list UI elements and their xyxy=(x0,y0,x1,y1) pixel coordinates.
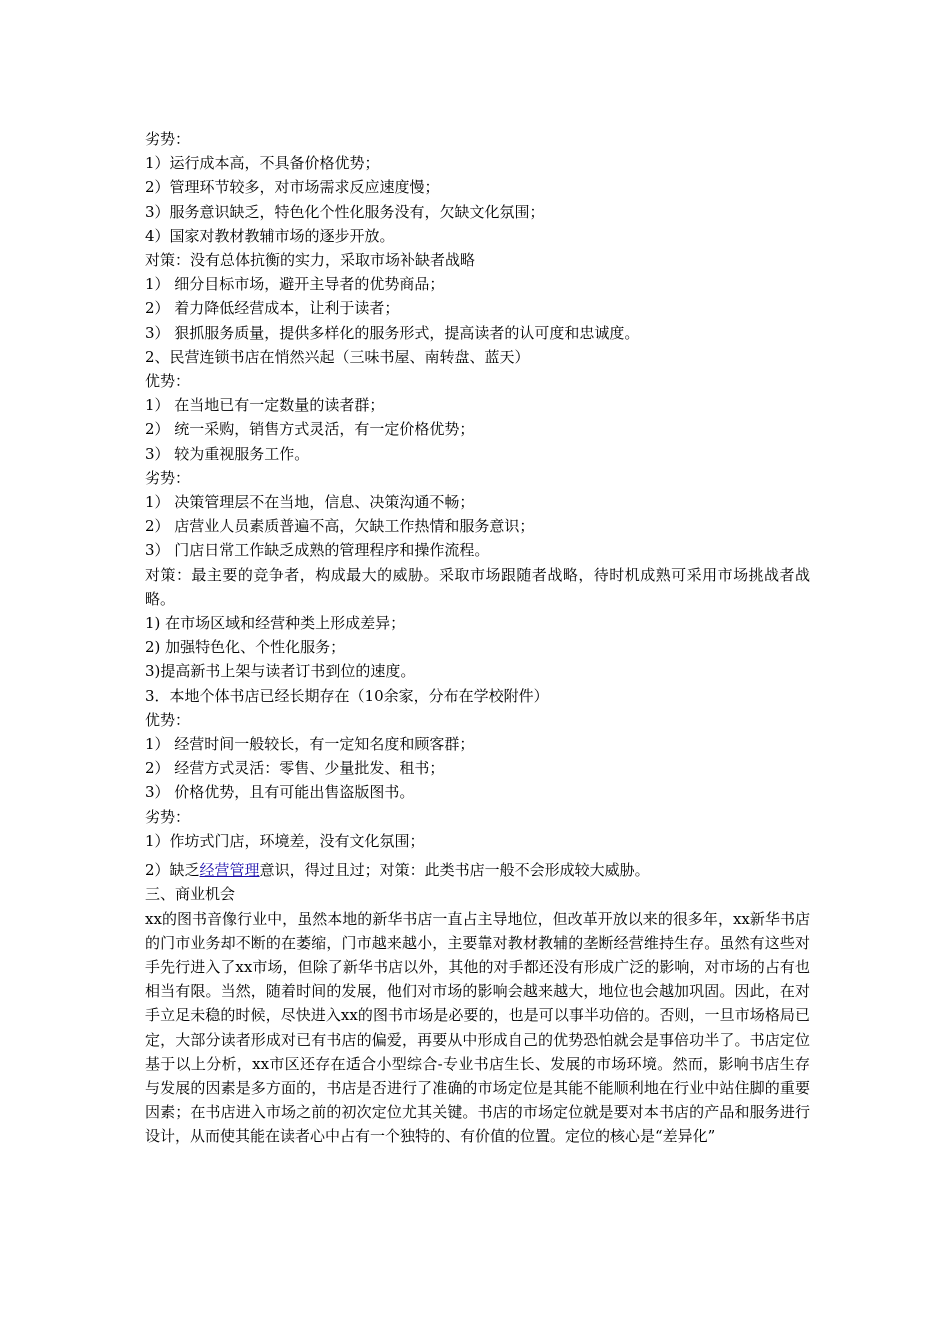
text-line: 3） 较为重视服务工作。 xyxy=(145,444,310,463)
text-line: 3） 狠抓服务质量，提供多样化的服务形式，提高读者的认可度和忠诚度。 xyxy=(145,323,640,342)
text-line: 对策：没有总体抗衡的实力，采取市场补缺者战略 xyxy=(145,251,476,270)
text-line: 劣势： xyxy=(145,130,191,148)
text-line: 3)提高新书上架与读者订书到位的速度。 xyxy=(145,662,416,681)
text-line: 4）国家对教材教辅市场的逐步开放。 xyxy=(145,226,395,245)
document-page xyxy=(145,127,810,1149)
business-management-link[interactable]: 经营管理 xyxy=(199,861,260,880)
text-line: 3．本地个体书店已经长期存在（10余家，分布在学校附件） xyxy=(145,686,549,705)
text-line: 优势： xyxy=(145,372,191,391)
text-line: 劣势： xyxy=(145,468,191,487)
text-line: 2） 经营方式灵活：零售、少量批发、租书； xyxy=(145,759,445,778)
text-line: 劣势： xyxy=(145,807,191,826)
lack-line-prefix: 2）缺乏 xyxy=(145,861,200,880)
text-line: 3） 门店日常工作缺乏成熟的管理程序和操作流程。 xyxy=(145,541,490,560)
text-line: 3） 价格优势，且有可能出售盗版图书。 xyxy=(145,783,415,802)
text-line: 1） 细分目标市场，避开主导者的优势商品； xyxy=(145,275,445,294)
text-line: 1) 在市场区域和经营种类上形成差异； xyxy=(145,614,406,633)
text-line: 1） 决策管理层不在当地，信息、决策沟通不畅； xyxy=(145,493,475,512)
text-line: 2) 加强特色化、个性化服务； xyxy=(145,638,346,657)
lack-line-suffix: 意识，得过且过；对策：此类书店一般不会形成较大威胁。 xyxy=(259,861,650,880)
text-line: 2、民营连锁书店在悄然兴起（三味书屋、南转盘、蓝天） xyxy=(145,347,530,366)
text-line: 2）管理环节较多，对市场需求反应速度慢； xyxy=(145,178,440,197)
text-line: 2） 店营业人员素质普遍不高，欠缺工作热情和服务意识； xyxy=(145,517,535,536)
text-line: 1） 经营时间一般较长，有一定知名度和顾客群； xyxy=(145,735,475,754)
text-line: 2） 统一采购，销售方式灵活，有一定价格优势； xyxy=(145,420,475,439)
lack-management-line xyxy=(145,858,810,882)
text-line: 优势： xyxy=(145,710,191,729)
text-line: 3）服务意识缺乏，特色化个性化服务没有，欠缺文化氛围； xyxy=(145,202,545,221)
section-heading: 三、商业机会 xyxy=(145,885,236,904)
text-line: 2） 着力降低经营成本，让利于读者； xyxy=(145,299,400,318)
text-line: 1） 在当地已有一定数量的读者群； xyxy=(145,396,385,415)
text-line: 1）运行成本高，不具备价格优势； xyxy=(145,154,380,173)
business-opportunity-paragraph: xx的图书音像行业中，虽然本地的新华书店一直占主导地位，但改革开放以来的很多年，xx新华书店的门市业务却不断的在萎缩，门市越来越小，主要靠对教材教辅的垄断经营维持生存。虽然有这些对手先行进入了xx市场，但除了新华书店以外，其他的对手都还没有形成广泛的影响，对市场的占有也相当有限。当然，随着时间的发展，他们对市场的影响会越来越大，地位也会越加巩固。因此，在对手立足未稳的时候，尽快进入xx的图书市场是必要的，也是可以事半功倍的。否则，一旦市场格局已定，大部分读者形成对已有书店的偏爱，再要从中形成自己的优势恐怕就会是事倍功半了。书店定位基于以上分析，xx市区还存在适合小型综合-专业书店生长、发展的市场环境。然而，影响书店生存与发展的因素是多方面的，书店是否进行了准确的市场定位是其能不能顺利地在行业中站住脚的重要因素；在书店进入市场之前的初次定位尤其关键。书店的市场定位就是要对本书店的产品和服务进行设计，从而使其能在读者心中占有一个独特的、有价值的位置。定位的核心是“差异化” xyxy=(145,909,810,1146)
text-line: 1）作坊式门店，环境差，没有文化氛围； xyxy=(145,831,425,850)
strategy-paragraph: 对策：最主要的竞争者，构成最大的威胁。采取市场跟随者战略，待时机成熟可采用市场挑战者战略。 xyxy=(145,565,810,608)
